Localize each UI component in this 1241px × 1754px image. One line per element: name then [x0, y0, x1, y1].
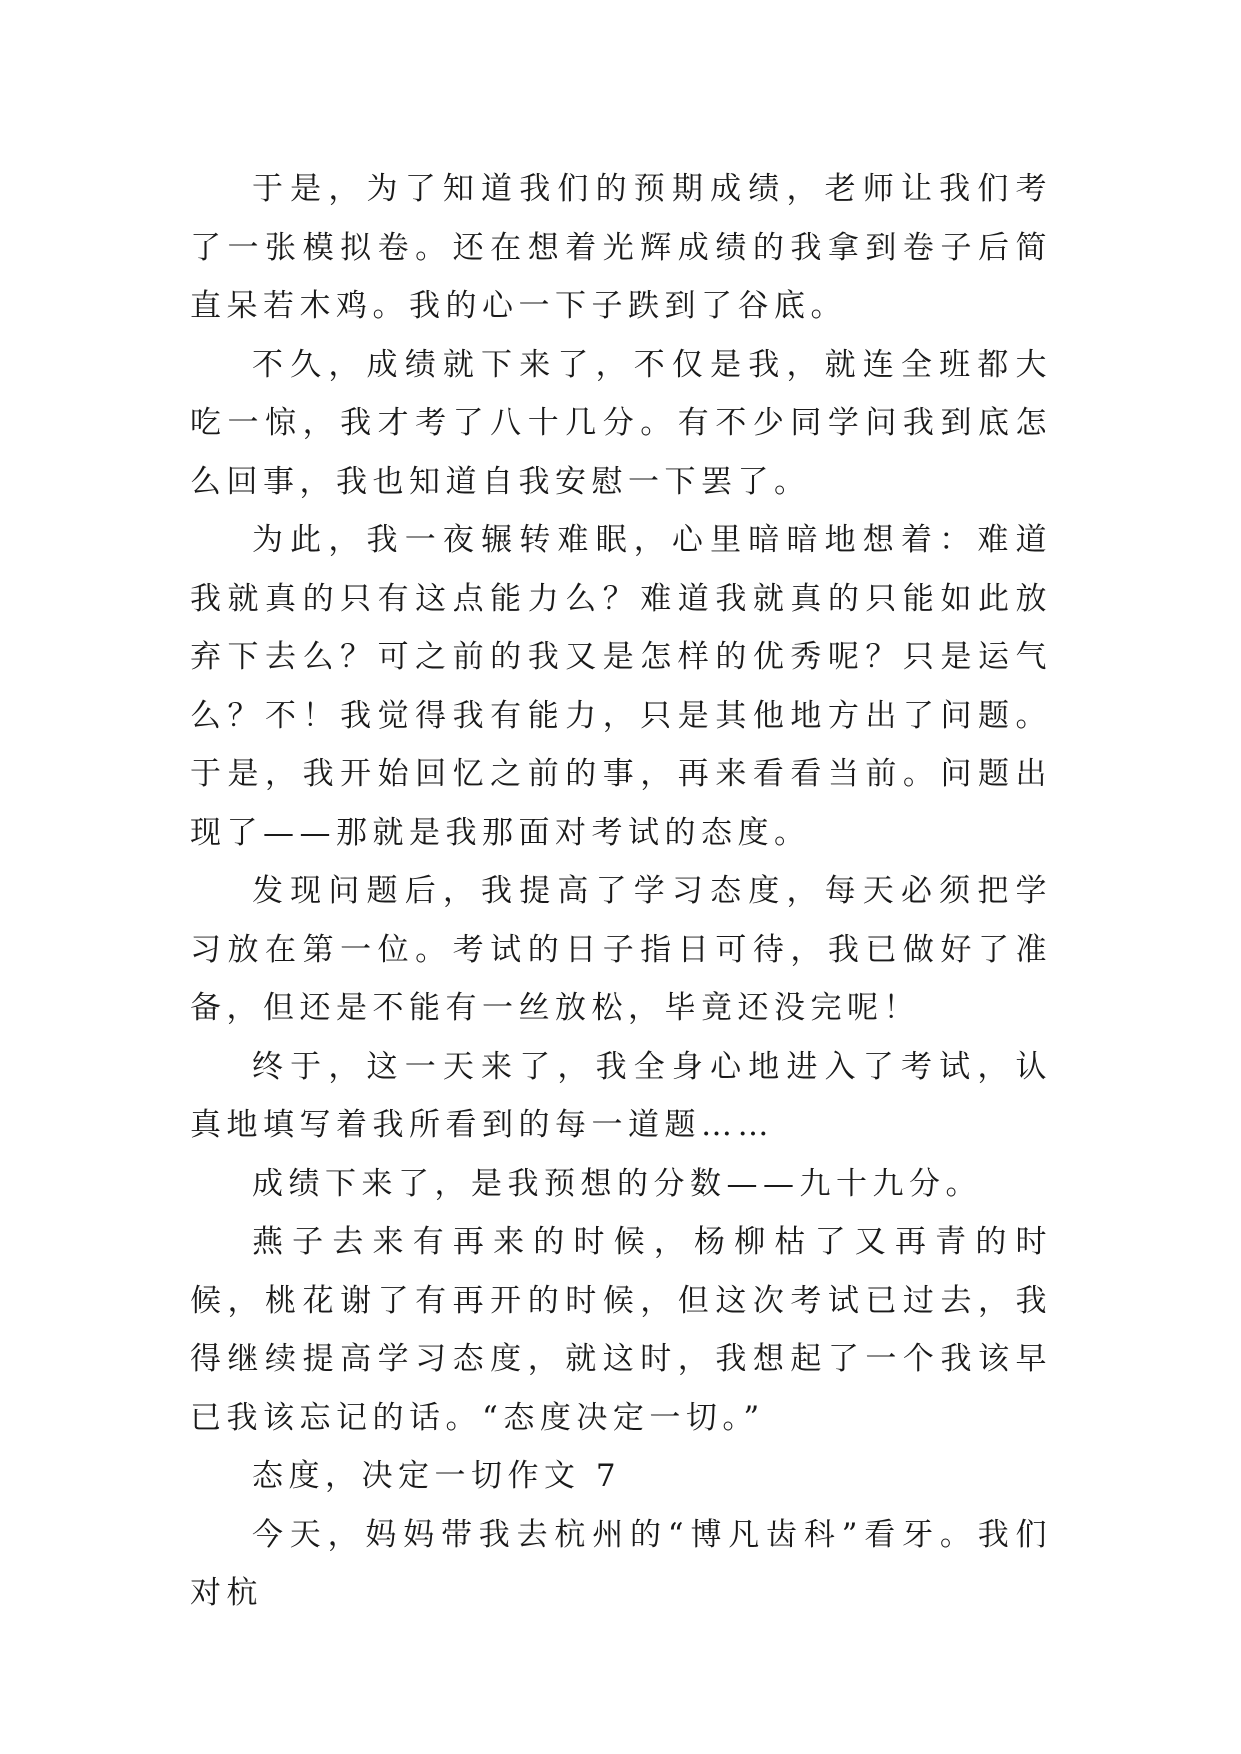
paragraph-3: 为此，我一夜辗转难眠，心里暗暗地想着：难道我就真的只有这点能力么？难道我就真的只能如此放弃下去么？可之前的我又是怎样的优秀呢？只是运气么？不！我觉得我有能力，只是其他地方出了问题。于是，我开始回忆之前的事，再来看看当前。问题出现了——那就是我那面对考试的态度。 — [190, 522, 1052, 851]
paragraph-1: 于是，为了知道我们的预期成绩，老师让我们考了一张模拟卷。还在想着光辉成绩的我拿到卷子后简直呆若木鸡。我的心一下子跌到了谷底。 — [190, 171, 1052, 324]
paragraph-2: 不久，成绩就下来了，不仅是我，就连全班都大吃一惊，我才考了八十几分。有不少同学问我到底怎么回事，我也知道自我安慰一下罢了。 — [190, 346, 1052, 500]
section-heading: 态度，决定一切作文 7 — [252, 1458, 622, 1494]
paragraph-7: 燕子去来有再来的时候，杨柳枯了又再青的时候，桃花谢了有再开的时候，但这次考试已过去，我得继续提高学习态度，就这时，我想起了一个我该早已我该忘记的话。“态度决定一切。” — [190, 1224, 1052, 1436]
paragraph-8: 今天，妈妈带我去杭州的“博凡齿科”看牙。我们对杭 — [190, 1516, 1052, 1611]
paragraph-6: 成绩下来了，是我预想的分数——九十九分。 — [252, 1165, 982, 1202]
paragraph-4: 发现问题后，我提高了学习态度，每天必须把学习放在第一位。考试的日子指日可待，我已做好了准备，但还是不能有一丝放松，毕竟还没完呢！ — [190, 873, 1052, 1026]
paragraph-5: 终于，这一天来了，我全身心地进入了考试，认真地填写着我所看到的每一道题…… — [190, 1048, 1052, 1143]
document-body — [190, 160, 1052, 1623]
